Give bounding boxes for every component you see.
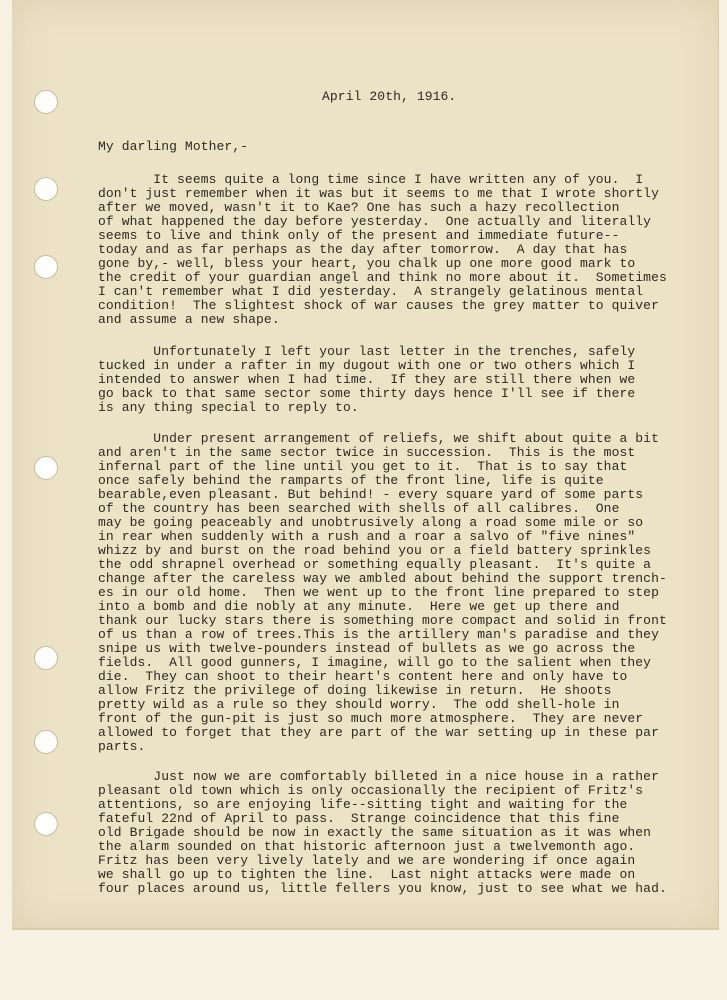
text-line: once safely behind the ramparts of the front line, life is quite (98, 473, 604, 488)
text-line: allow Fritz the privilege of doing likewise in return. He shoots (98, 683, 612, 698)
text-line: go back to that same sector some thirty days hence I'll see if there (98, 386, 636, 401)
text-line: parts. (98, 739, 146, 754)
text-line: attentions, so are enjoying life--sitting tight and waiting for the (98, 797, 628, 812)
text-line: Just now we are comfortably billeted in a nice house in a rather (98, 769, 659, 784)
text-line: infernal part of the line until you get to it. That is to say that (98, 459, 628, 474)
text-line: the odd shrapnel overhead or something equally pleasant. It's quite a (98, 557, 652, 572)
text-line: pleasant old town which is only occasionally the recipient of Fritz's (98, 783, 644, 798)
text-line: Unfortunately I left your last letter in the trenches, safely (98, 344, 636, 359)
text-line: of what happened the day before yesterday. One actually and literally (98, 214, 652, 229)
text-line: of the country has been searched with shells of all calibres. One (98, 501, 620, 516)
punch-hole-6 (34, 730, 58, 754)
text-line: today and as far perhaps as the day after tomorrow. A day that has (98, 242, 628, 257)
text-line: the credit of your guardian angel and think no more about it. Sometimes (98, 270, 667, 285)
text-line: old Brigade should be now in exactly the same situation as it was when (98, 825, 652, 840)
salutation: My darling Mother,- (98, 139, 249, 154)
text-line: change after the careless way we ambled about behind the support trench- (98, 571, 667, 586)
text-line: Under present arrangement of reliefs, we shift about quite a bit (98, 431, 659, 446)
text-line: bearable,even pleasant. But behind! - every square yard of some parts (98, 487, 644, 502)
punch-hole-4 (34, 456, 58, 480)
text-line: tucked in under a rafter in my dugout with one or two others which I (98, 358, 636, 373)
text-line: fateful 22nd of April to pass. Strange coincidence that this fine (98, 811, 620, 826)
text-line: gone by,- well, bless your heart, you chalk up one more good mark to (98, 256, 636, 271)
text-line: allowed to forget that they are part of the war setting up in these par (98, 725, 659, 740)
text-line: after we moved, wasn't it to Kae? One has such a hazy recollection (98, 200, 620, 215)
text-line: es in our old home. Then we went up to the front line prepared to step (98, 585, 659, 600)
text-line: front of the gun-pit is just so much more atmosphere. They are never (98, 711, 644, 726)
text-line: It seems quite a long time since I have written any of you. I (98, 172, 644, 187)
text-line: fields. All good gunners, I imagine, will go to the salient when they (98, 655, 652, 670)
letter-date: April 20th, 1916. (322, 89, 457, 104)
text-line: pretty wild as a rule so they should worry. The odd shell-hole in (98, 697, 620, 712)
text-line: and assume a new shape. (98, 312, 280, 327)
text-line: whizz by and burst on the road behind you or a field battery sprinkles (98, 543, 652, 558)
text-line: don't just remember when it was but it seems to me that I wrote shortly (98, 186, 659, 201)
text-line: into a bomb and die nobly at any minute. Here we get up there and (98, 599, 620, 614)
text-line: I can't remember what I did yesterday. A strangely gelatinous mental (98, 284, 644, 299)
text-line: may be going peaceably and unobtrusively along a road some mile or so (98, 515, 644, 530)
text-line: is any thing special to reply to. (98, 400, 359, 415)
text-line: of us than a row of trees.This is the artillery man's paradise and they (98, 627, 659, 642)
text-line: condition! The slightest shock of war causes the grey matter to quiver (98, 298, 659, 313)
text-line: four places around us, little fellers you know, just to see what we had. (98, 881, 667, 896)
text-line: snipe us with twelve-pounders instead of bullets as we go across the (98, 641, 636, 656)
text-line: Fritz has been very lively lately and we are wondering if once again (98, 853, 636, 868)
punch-hole-7 (34, 812, 58, 836)
punch-hole-1 (34, 90, 58, 114)
text-line: seems to live and think only of the present and immediate future-- (98, 228, 620, 243)
punch-hole-3 (34, 255, 58, 279)
text-line: die. They can shoot to their heart's content here and only have to (98, 669, 628, 684)
text-line: intended to answer when I had time. If they are still there when we (98, 372, 636, 387)
text-line: and aren't in the same sector twice in succession. This is the most (98, 445, 636, 460)
punch-hole-5 (34, 646, 58, 670)
punch-hole-2 (34, 177, 58, 201)
text-line: we shall go up to tighten the line. Last night attacks were made on (98, 867, 636, 882)
text-line: in rear when suddenly with a rush and a roar a salvo of "five nines" (98, 529, 636, 544)
text-line: thank our lucky stars there is something more compact and solid in front (98, 613, 667, 628)
text-line: the alarm sounded on that historic afternoon just a twelvemonth ago. (98, 839, 636, 854)
